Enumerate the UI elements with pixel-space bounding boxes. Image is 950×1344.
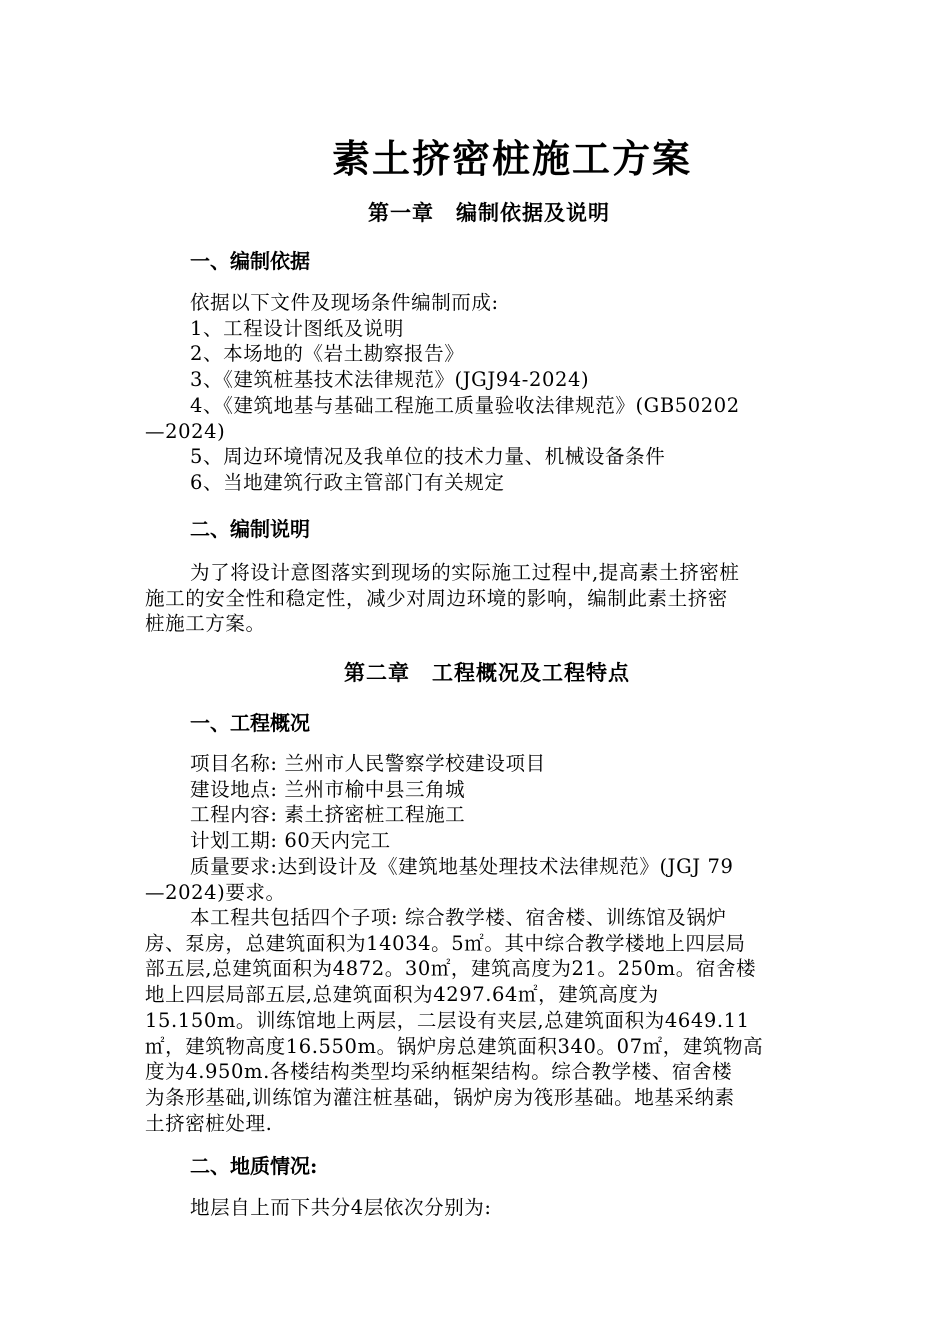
basis-line: 6、当地建筑行政主管部门有关规定 — [190, 470, 505, 494]
project-info-line: 项目名称: 兰州市人民警察学校建设项目 — [190, 752, 546, 775]
explanation-line: 为了将设计意图落实到现场的实际施工过程中,提高素土挤密桩 — [190, 561, 740, 584]
basis-line: 3、《建筑桩基技术法律规范》(JGJ94-2024) — [190, 368, 590, 392]
geology-paragraph — [145, 1195, 805, 1221]
section-explanation-heading: 二、编制说明 — [190, 517, 310, 541]
section-basis-heading: 一、编制依据 — [190, 249, 310, 273]
description-line: ㎡，建筑物高度16.550m。锅炉房总建筑面积340。07㎡，建筑物高 — [145, 1034, 764, 1058]
section-overview-heading: 一、工程概况 — [190, 711, 310, 735]
basis-line: —2024) — [145, 419, 226, 443]
basis-line: 1、工程设计图纸及说明 — [190, 316, 405, 340]
description-line: 部五层,总建筑面积为4872。30㎡，建筑高度为21。250m。宿舍楼 — [145, 957, 757, 981]
document-title: 素土挤密桩施工方案 — [332, 136, 693, 181]
basis-line: 依据以下文件及现场条件编制而成: — [190, 291, 499, 314]
explanation-line: 施工的安全性和稳定性，减少对周边环境的影响，编制此素土挤密 — [145, 586, 728, 610]
project-info-line: 质量要求:达到设计及《建筑地基处理技术法律规范》(JGJ 79 — [190, 854, 734, 878]
explanation-line: 桩施工方案。 — [145, 612, 266, 636]
basis-line: 4、《建筑地基与基础工程施工质量验收法律规范》(GB50202 — [190, 393, 740, 417]
basis-list — [145, 290, 805, 496]
description-line: 15.150m。训练馆地上两层，二层设有夹层,总建筑面积为4649.11 — [145, 1008, 750, 1032]
description-line: 地上四层局部五层,总建筑面积为4297.64㎡，建筑高度为 — [145, 983, 659, 1007]
project-info-line: 建设地点: 兰州市榆中县三角城 — [190, 777, 466, 801]
section-geology-heading: 二、地质情况: — [190, 1154, 318, 1178]
basis-line: 5、周边环境情况及我单位的技术力量、机械设备条件 — [190, 445, 666, 469]
description-line: 土挤密桩处理. — [145, 1111, 273, 1135]
project-description-paragraph — [145, 905, 805, 1136]
project-info-list — [145, 751, 805, 905]
chapter-2-title: 第二章 工程概况及工程特点 — [344, 660, 630, 685]
explanation-paragraph — [145, 560, 805, 637]
project-info-line: 工程内容: 素土挤密桩工程施工 — [190, 803, 466, 827]
geology-line: 地层自上而下共分4层依次分别为: — [190, 1196, 492, 1219]
description-line: 本工程共包括四个子项: 综合教学楼、宿舍楼、训练馆及锅炉 — [190, 906, 727, 929]
project-info-line: 计划工期: 60天内完工 — [190, 829, 391, 853]
description-line: 为条形基础,训练馆为灌注桩基础，锅炉房为筏形基础。地基采纳素 — [145, 1085, 735, 1109]
chapter-1-title: 第一章 编制依据及说明 — [368, 200, 610, 225]
description-line: 度为4.950m.各楼结构类型均采纳框架结构。综合教学楼、宿舍楼 — [145, 1060, 733, 1084]
description-line: 房、泵房，总建筑面积为14034。5㎡。其中综合教学楼地上四层局 — [145, 931, 746, 955]
project-info-line: —2024)要求。 — [145, 880, 286, 904]
basis-line: 2、本场地的《岩土勘察报告》 — [190, 342, 465, 366]
